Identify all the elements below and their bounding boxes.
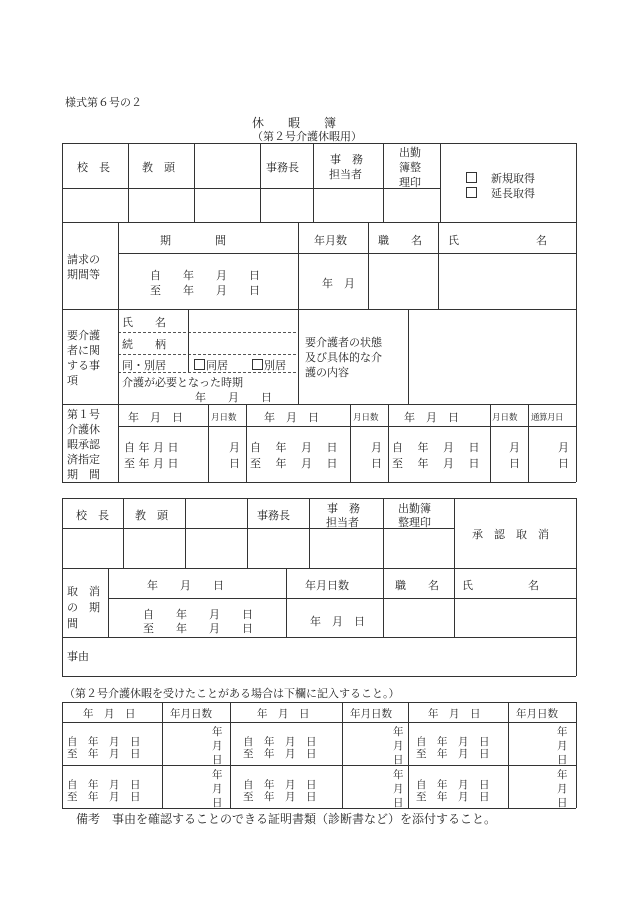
care-needed-date[interactable]: 年 月 日 [195, 391, 272, 404]
checkbox-icon[interactable] [194, 359, 205, 370]
past-ymd-header-2: 年 月 日 [257, 708, 310, 720]
checkbox-icon[interactable] [252, 359, 263, 370]
designated-day-count-header-2: 月日数 [353, 413, 379, 423]
past-row2-to-2[interactable]: 至 年 月 日 [243, 791, 317, 803]
attendance-seal-field[interactable] [385, 190, 438, 220]
name-field[interactable] [440, 255, 574, 307]
designated-label-line4: 済指定 [67, 453, 100, 466]
cancel-vice-principal-header: 教 頭 [135, 509, 168, 522]
ymd-count-value[interactable]: 年 月 [322, 277, 355, 290]
past-row2-day-2: 日 [393, 797, 404, 809]
cancel-attendance-header-line2: 整理印 [398, 516, 431, 529]
checkbox-icon[interactable] [466, 172, 477, 183]
past-row1-to-2[interactable]: 至 年 月 日 [243, 748, 317, 760]
designated-label-line2: 介護休 [67, 423, 100, 436]
period-to[interactable]: 至 年 月 日 [150, 284, 260, 297]
care-label-line3: する事 [67, 359, 100, 372]
page-subtitle: （第２号介護休暇用） [252, 130, 362, 143]
past-row1-year-1: 年 [212, 726, 223, 738]
designated-month-2: 月 [371, 441, 382, 454]
cohabit-label: 同・別居 [122, 359, 166, 372]
cancel-attendance-header-line1: 出勤簿 [398, 502, 431, 515]
designated-day-1: 日 [229, 457, 240, 470]
past-row2-month-1: 月 [212, 783, 223, 795]
past-row2-day-3: 日 [557, 797, 568, 809]
care-person-name-field[interactable] [190, 311, 296, 331]
past-row1-month-2: 月 [393, 740, 404, 752]
past-row2-from-3[interactable]: 自 年 月 日 [416, 779, 490, 791]
care-label-line2: 者に関 [67, 344, 100, 357]
blank-seal-field[interactable] [196, 190, 258, 220]
care-condition-field[interactable] [410, 311, 574, 402]
past-row1-month-3: 月 [557, 740, 568, 752]
clerk-header-line1: 事 務 [330, 153, 363, 166]
past-row1-to-1[interactable]: 至 年 月 日 [67, 748, 141, 760]
care-needed-since-label: 介護が必要となった時期 [122, 376, 243, 389]
designated-to-3[interactable]: 至 年 月 日 [392, 457, 480, 470]
cancel-clerk-seal-field[interactable] [311, 530, 381, 566]
designated-ymd-header-3: 年 月 日 [404, 411, 459, 424]
designated-day-3: 日 [509, 457, 520, 470]
past-row2-month-2: 月 [393, 783, 404, 795]
separate-residence-option[interactable]: 別居 [252, 357, 286, 373]
past-row1-year-2: 年 [393, 726, 404, 738]
cancel-position-field[interactable] [385, 600, 452, 635]
past-row2-year-1: 年 [212, 769, 223, 781]
designated-label-line1: 第１号 [67, 408, 100, 421]
past-ymd-header-3: 年 月 日 [428, 708, 481, 720]
past-row1-from-2[interactable]: 自 年 月 日 [243, 736, 317, 748]
past-row1-month-1: 月 [212, 740, 223, 752]
past-row2-year-3: 年 [557, 769, 568, 781]
office-manager-header: 事務長 [266, 161, 299, 174]
cancel-vice-principal-seal-field[interactable] [125, 530, 183, 566]
past-row1-day-1: 日 [212, 754, 223, 766]
cancel-principal-header: 校 長 [76, 509, 109, 522]
designated-from-1[interactable]: 自 年 月 日 [124, 441, 179, 454]
period-from[interactable]: 自 年 月 日 [150, 269, 260, 282]
ymd-count-header: 年月数 [314, 234, 347, 247]
principal-seal-field[interactable] [64, 190, 126, 220]
past-count-header-1: 年月日数 [170, 708, 212, 720]
designated-ymd-header-1: 年 月 日 [128, 411, 183, 424]
designated-to-1[interactable]: 至 年 月 日 [124, 457, 179, 470]
vice-principal-seal-field[interactable] [130, 190, 192, 220]
cancel-approval-label: 承 認 取 消 [472, 528, 549, 541]
reason-label: 事由 [67, 650, 89, 663]
past-row1-from-1[interactable]: 自 年 月 日 [67, 736, 141, 748]
past-row2-year-2: 年 [393, 769, 404, 781]
remark-note: 備考 事由を確認することのできる証明書類（診断書など）を添付すること。 [76, 812, 497, 826]
same-residence-option[interactable]: 同居 [194, 357, 228, 373]
period-header: 期 間 [160, 234, 226, 247]
designated-from-3[interactable]: 自 年 月 日 [392, 441, 480, 454]
cancel-period-to[interactable]: 至 年 月 日 [143, 622, 253, 635]
cancel-count-value[interactable]: 年 月 日 [310, 615, 365, 628]
vice-principal-header: 教 頭 [142, 161, 175, 174]
new-acquisition-option[interactable]: 新規取得 [466, 170, 535, 186]
care-condition-line2: 及び具体的な介 [305, 351, 382, 364]
cancel-blank-seal-field[interactable] [187, 530, 245, 566]
past-row2-from-2[interactable]: 自 年 月 日 [243, 779, 317, 791]
past-count-header-3: 年月日数 [516, 708, 558, 720]
relationship-label: 続 柄 [122, 338, 166, 351]
past-row1-day-3: 日 [557, 754, 568, 766]
cancel-attendance-seal-field[interactable] [385, 530, 452, 566]
past-row2-from-1[interactable]: 自 年 月 日 [67, 779, 141, 791]
reason-field[interactable] [100, 640, 574, 674]
cancel-period-label-line2: の 期 [67, 601, 100, 614]
clerk-seal-field[interactable] [315, 190, 381, 220]
past-row2-month-3: 月 [557, 783, 568, 795]
care-condition-line1: 要介護者の状態 [305, 336, 382, 349]
designated-day-2: 日 [371, 457, 382, 470]
extension-option[interactable]: 延長取得 [466, 185, 535, 201]
designated-total-month: 月 [558, 441, 569, 454]
attendance-header-line3: 理印 [399, 176, 421, 189]
designated-from-2[interactable]: 自 年 月 日 [250, 441, 338, 454]
checkbox-icon[interactable] [466, 187, 477, 198]
past-row2-to-3[interactable]: 至 年 月 日 [416, 791, 490, 803]
cancel-office-manager-seal-field[interactable] [249, 530, 307, 566]
care-label-line1: 要介護 [67, 329, 100, 342]
cancel-name-field[interactable] [456, 600, 574, 635]
designated-total-day: 日 [558, 457, 569, 470]
designated-ymd-header-2: 年 月 日 [264, 411, 319, 424]
cancel-office-manager-header: 事務長 [257, 509, 290, 522]
past-leave-note: （第２号介護休暇を受けたことがある場合は下欄に記入すること。） [64, 687, 400, 700]
cancel-ymd-header: 年 月 日 [147, 579, 224, 592]
care-person-name-label: 氏 名 [122, 316, 166, 329]
request-label-line2: 期間等 [67, 268, 100, 281]
request-label-line1: 請求の [67, 253, 100, 266]
position-field[interactable] [370, 255, 436, 307]
clerk-header-line2: 担当者 [329, 168, 362, 181]
care-condition-line3: 護の内容 [305, 366, 349, 379]
designated-label-line3: 暇承認 [67, 438, 100, 451]
designated-label-line5: 期 間 [67, 468, 100, 481]
cancel-position-header: 職 名 [395, 579, 439, 592]
position-header: 職 名 [378, 234, 422, 247]
designated-month-1: 月 [229, 441, 240, 454]
form-number: 様式第６号の２ [65, 96, 142, 109]
designated-to-2[interactable]: 至 年 月 日 [250, 457, 338, 470]
office-manager-seal-field[interactable] [262, 190, 311, 220]
past-row1-to-3[interactable]: 至 年 月 日 [416, 748, 490, 760]
cancel-clerk-header-line2: 担当者 [326, 516, 359, 529]
past-row2-to-1[interactable]: 至 年 月 日 [67, 791, 141, 803]
attendance-header-line2: 簿整 [399, 161, 421, 174]
cancel-period-label-line1: 取 消 [67, 585, 100, 598]
cancel-period-label-line3: 間 [67, 617, 78, 630]
cancel-principal-seal-field[interactable] [64, 530, 121, 566]
cancel-name-header: 氏 名 [462, 579, 539, 592]
past-row1-year-3: 年 [557, 726, 568, 738]
name-header: 氏 名 [448, 234, 547, 247]
past-row1-from-3[interactable]: 自 年 月 日 [416, 736, 490, 748]
page-title: 休 暇 簿 [252, 116, 337, 130]
cancel-ymd-count-header: 年月日数 [305, 579, 349, 592]
designated-month-3: 月 [509, 441, 520, 454]
designated-total-header: 通算月日 [531, 413, 564, 423]
past-row2-day-1: 日 [212, 797, 223, 809]
past-row1-day-2: 日 [393, 754, 404, 766]
cancel-period-from[interactable]: 自 年 月 日 [143, 608, 253, 621]
relationship-field[interactable] [190, 334, 296, 353]
past-count-header-2: 年月日数 [350, 708, 392, 720]
past-ymd-header-1: 年 月 日 [83, 708, 136, 720]
care-label-line4: 項 [67, 374, 78, 387]
cancel-clerk-header-line1: 事 務 [327, 502, 360, 515]
attendance-header-line1: 出勤 [399, 146, 421, 159]
principal-header: 校 長 [77, 161, 110, 174]
designated-day-count-header-3: 月日数 [492, 413, 518, 423]
designated-day-count-header-1: 月日数 [211, 413, 237, 423]
